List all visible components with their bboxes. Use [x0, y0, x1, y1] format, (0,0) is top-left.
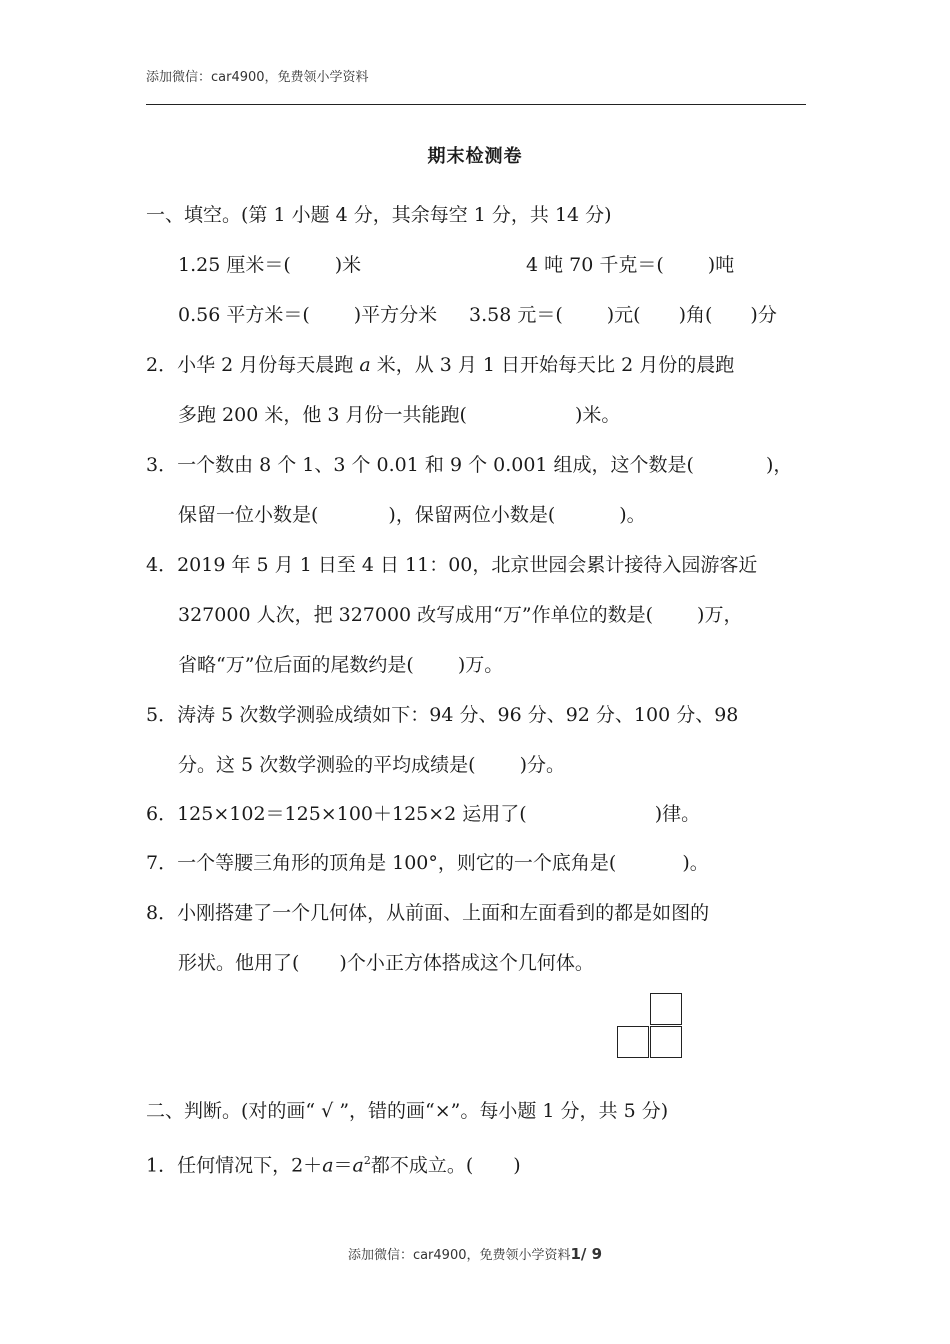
- q8-line1: [146, 900, 709, 926]
- q2-variable: a: [359, 354, 371, 376]
- q5-text-b: 分。这 5 次数学测验的平均成绩是(: [178, 754, 476, 776]
- q2-text-b: 米，从 3 月 1 日开始每天比 2 月份的晨跑: [376, 354, 735, 376]
- section2-heading: 二、判断。(对的画“ √ ”，错的画“×”。每小题 1 分，共 5 分): [146, 1100, 669, 1122]
- q3-text-c: 保留一位小数是(: [178, 504, 319, 526]
- q6-text-a: 125×102＝125×100＋125×2 运用了(: [177, 803, 527, 825]
- q6-number: 6．: [146, 803, 178, 825]
- q5-text-a: 涛涛 5 次数学测验成绩如下：94 分、96 分、92 分、100 分、98: [177, 704, 739, 726]
- figure-square-top: [650, 993, 682, 1025]
- header-note: 添加微信：car4900，免费领小学资料: [146, 70, 369, 85]
- q1-c-text: 0.56 平方米＝(: [178, 304, 310, 326]
- q1-d-mid2: )角(: [678, 304, 713, 326]
- q4-line3: [178, 652, 503, 678]
- q1-d-end: )分: [750, 304, 777, 326]
- q1-item-a: [178, 252, 361, 278]
- q4-number: 4．: [146, 554, 178, 576]
- q3-text-d: )，保留两位小数是(: [388, 504, 556, 526]
- cube-view-figure: [617, 993, 685, 1059]
- q3-text-e: )。: [619, 504, 646, 526]
- s2-q1-number: 1．: [146, 1154, 178, 1177]
- q1-item-b: [526, 252, 734, 278]
- q1-d-text: 3.58 元＝(: [469, 304, 563, 326]
- s2-q1-text-d: ): [513, 1154, 521, 1177]
- figure-square-bottom-left: [617, 1026, 649, 1058]
- q6-line1: [146, 801, 700, 827]
- q8-text-a: 小刚搭建了一个几何体，从前面、上面和左面看到的都是如图的: [177, 902, 710, 924]
- q2-number: 2．: [146, 354, 178, 376]
- q7-text-b: )。: [682, 852, 709, 874]
- q1-item-c: [178, 302, 437, 328]
- q2-text-a: 小华 2 月份每天晨跑: [177, 354, 354, 376]
- q7-text-a: 一个等腰三角形的顶角是 100°，则它的一个底角是(: [177, 852, 617, 874]
- q4-text-b: 327000 人次，把 327000 改写成用“万”作单位的数是(: [178, 604, 654, 626]
- q3-text-a: 一个数由 8 个 1、3 个 0.01 和 9 个 0.001 组成，这个数是(: [177, 454, 694, 476]
- q8-number: 8．: [146, 902, 178, 924]
- q1-a-text: 1.25 厘米＝(: [178, 254, 291, 276]
- footer: [0, 1244, 950, 1263]
- q1-a-end: )米: [334, 254, 362, 276]
- q4-line2: [178, 602, 742, 628]
- s2-q1-exponent: 2: [363, 1154, 371, 1167]
- q4-text-c: )万，: [697, 604, 743, 626]
- header-divider: [146, 104, 806, 105]
- q1-c-end: )平方分米: [353, 304, 438, 326]
- q8-text-b: 形状。他用了(: [178, 952, 300, 974]
- q2-text-d: )米。: [574, 404, 621, 426]
- q4-text-e: )万。: [457, 654, 504, 676]
- q2-text-c: 多跑 200 米，他 3 月份一共能跑(: [178, 404, 467, 426]
- footer-note: 添加微信：car4900，免费领小学资料: [347, 1248, 571, 1263]
- q5-line2: [178, 752, 565, 778]
- q3-number: 3．: [146, 454, 178, 476]
- q5-text-c: )分。: [519, 754, 566, 776]
- q7-number: 7．: [146, 852, 178, 874]
- page-number: 1/ 9: [570, 1245, 603, 1263]
- q5-line1: [146, 702, 738, 728]
- s2-q1-text-a: 任何情况下，2＋: [177, 1154, 323, 1177]
- s2-q1-var2: a: [352, 1154, 364, 1177]
- q4-text-d: 省略“万”位后面的尾数约是(: [178, 654, 414, 676]
- s2-q1-line: [146, 1148, 521, 1178]
- q4-text-a: 2019 年 5 月 1 日至 4 日 11：00，北京世园会累计接待入园游客近: [177, 554, 758, 576]
- q4-line1: [146, 552, 757, 578]
- q6-text-b: )律。: [654, 803, 701, 825]
- page-title: 期末检测卷: [427, 146, 523, 167]
- q7-line1: [146, 850, 709, 876]
- q1-d-mid1: )元(: [606, 304, 641, 326]
- s2-q1-text-b: ＝: [333, 1154, 353, 1177]
- q3-line2: [178, 502, 646, 528]
- q8-text-c: )个小正方体搭成这个几何体。: [339, 952, 594, 974]
- s2-q1-text-c: 都不成立。(: [370, 1154, 474, 1177]
- q3-line1: [146, 452, 792, 478]
- q1-item-d: [469, 302, 777, 328]
- q5-number: 5．: [146, 704, 178, 726]
- q2-line1: [146, 352, 734, 378]
- q8-line2: [178, 950, 594, 976]
- q1-b-text: 4 吨 70 千克＝(: [526, 254, 664, 276]
- q3-text-b: )，: [765, 454, 793, 476]
- q2-line2: [178, 402, 620, 428]
- figure-square-bottom-right: [650, 1026, 682, 1058]
- section1-heading: 一、填空。(第 1 小题 4 分，其余每空 1 分，共 14 分): [146, 204, 612, 226]
- s2-q1-var1: a: [322, 1154, 334, 1177]
- q1-b-end: )吨: [707, 254, 735, 276]
